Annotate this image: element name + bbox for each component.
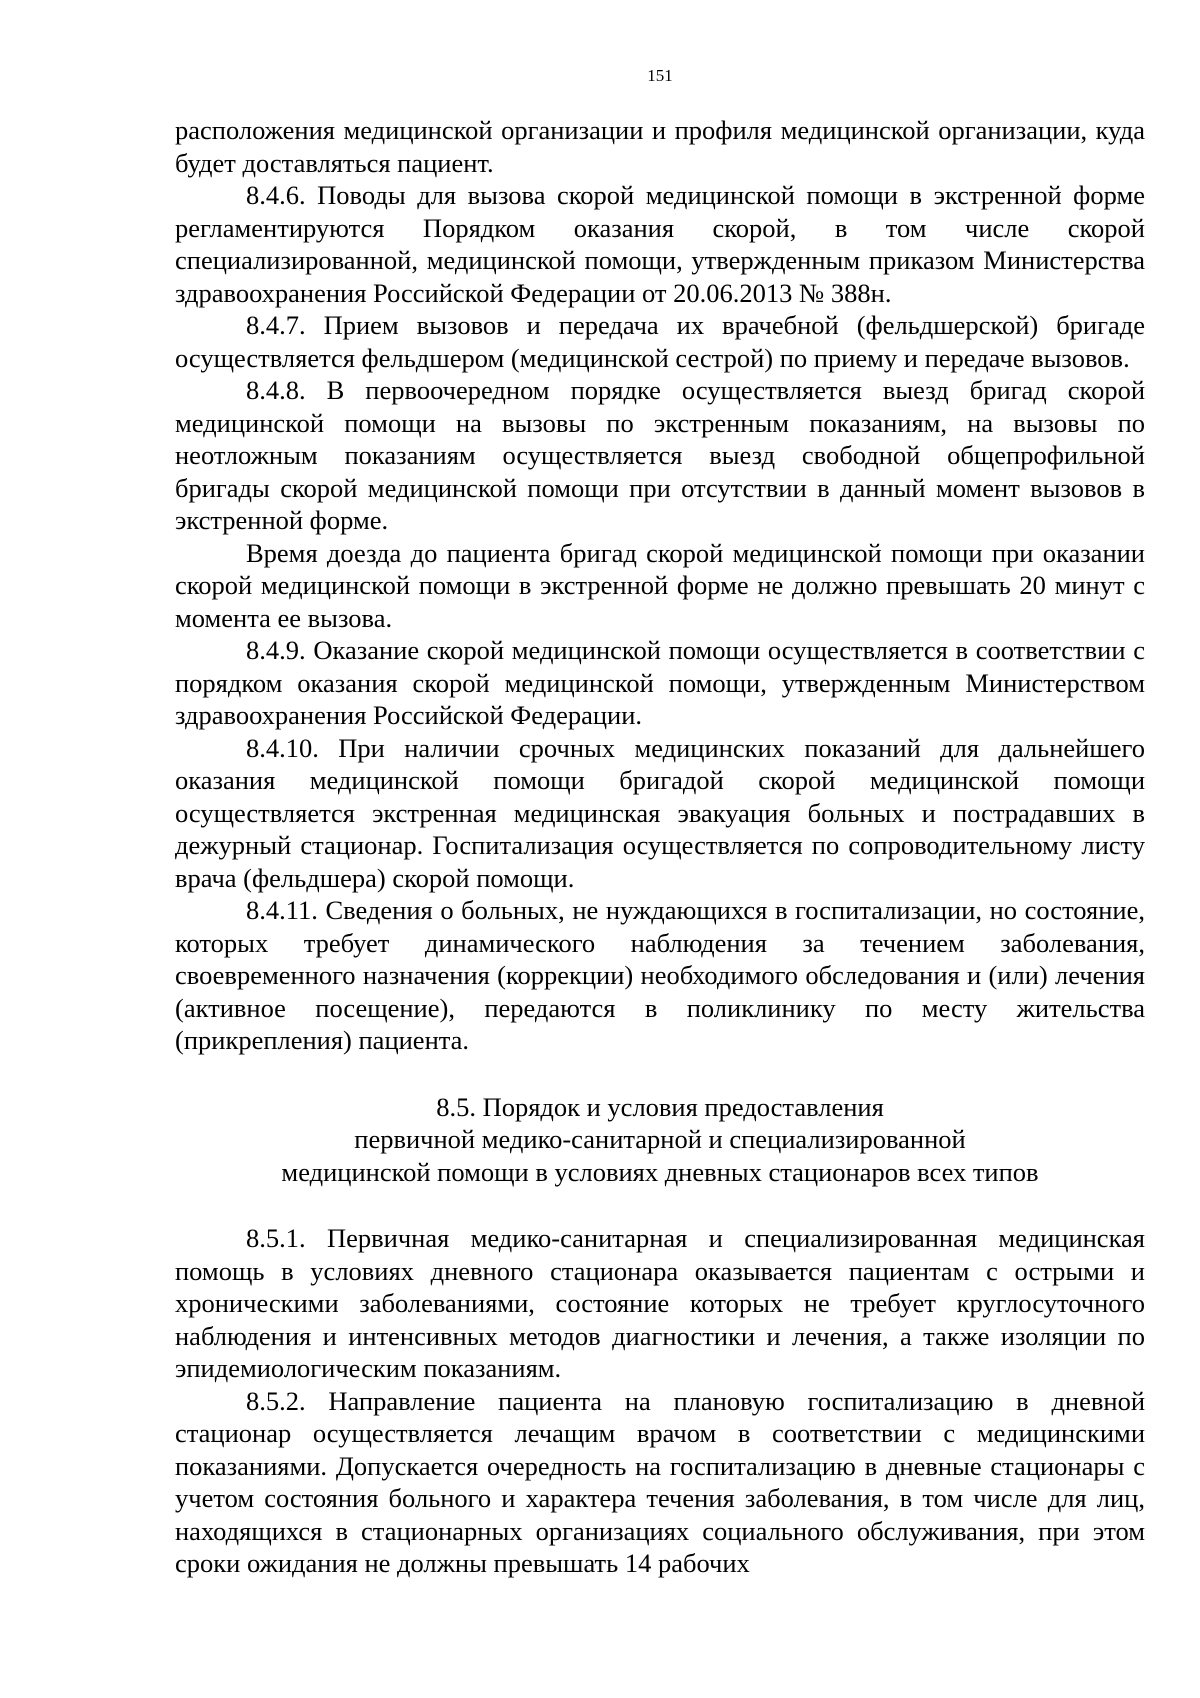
paragraph-8-5-1: 8.5.1. Первичная медико-санитарная и специализированная медицинская помощь в условиях дневного стационара оказывается пациентам с острыми и хроническими заболеваниями, состояние которых не требует круглосуточного наблюдения и интенсивных методов диагностики и лечения, а также изоляции по эпидемиологическим показаниям. [175, 1223, 1145, 1383]
paragraph-8-4-7: 8.4.7. Прием вызовов и передача их врачебной (фельдшерской) бригаде осуществляется фельдшером (медицинской сестрой) по приему и передаче вызовов. [175, 310, 1145, 373]
paragraph-arrival-time: Время доезда до пациента бригад скорой медицинской помощи при оказании скорой медицинской помощи в экстренной форме не должно превышать 20 минут с момента ее вызова. [175, 537, 1145, 633]
section-heading-line: медицинской помощи в условиях дневных стационаров всех типов [281, 1156, 1039, 1187]
document-page [175, 0, 1145, 1698]
paragraph-8-4-8: 8.4.8. В первоочередном порядке осуществляется выезд бригад скорой медицинской помощи на вызовы по экстренным показаниям, на вызовы по неотложным показаниям осуществляется выезд свободной общепрофильной бригады скорой медицинской помощи при отсутствии в данный момент вызовов в экстренной форме. [175, 375, 1145, 535]
paragraph-8-4-10: 8.4.10. При наличии срочных медицинских показаний для дальнейшего оказания медицинской помощи бригадой скорой медицинской помощи осуществляется экстренная медицинская эвакуация больных и пострадавших в дежурный стационар. Госпитализация осуществляется по сопроводительному листу врача (фельдшера) скорой помощи. [175, 732, 1145, 893]
page-number: 151 [647, 66, 673, 85]
paragraph-continuation: расположения медицинской организации и профиля медицинской организации, куда будет доставляться пациент. [175, 115, 1145, 178]
section-heading-line: первичной медико-санитарной и специализированной [354, 1124, 966, 1154]
section-heading-8-5 [175, 1091, 1145, 1189]
document-body [175, 114, 1145, 1580]
paragraph-8-5-2: 8.5.2. Направление пациента на плановую госпитализацию в дневной стационар осуществляется лечащим врачом в соответствии с медицинскими показаниями. Допускается очередность на госпитализацию в дневные стационары с учетом состояния больного и характера течения заболевания, в том числе для лиц, находящихся в стационарных организациях социального обслуживания, при этом сроки ожидания не должны превышать 14 рабочих [175, 1385, 1145, 1578]
paragraph-8-4-11: 8.4.11. Сведения о больных, не нуждающихся в госпитализации, но состояние, которых требует динамического наблюдения за течением заболевания, своевременного назначения (коррекции) необходимого обследования и (или) лечения (активное посещение), передаются в поликлинику по месту жительства (прикрепления) пациента. [175, 895, 1145, 1055]
section-heading-line: 8.5. Порядок и условия предоставления [436, 1091, 884, 1122]
paragraph-8-4-6: 8.4.6. Поводы для вызова скорой медицинской помощи в экстренной форме регламентируются Порядком оказания скорой, в том числе скорой специализированной, медицинской помощи, утвержденным приказом Министерства здравоохранения Российской Федерации от 20.06.2013 № 388н. [175, 180, 1145, 308]
paragraph-8-4-9: 8.4.9. Оказание скорой медицинской помощи осуществляется в соответствии с порядком оказания скорой медицинской помощи, утвержденным Министерством здравоохранения Российской Федерации. [175, 635, 1145, 730]
